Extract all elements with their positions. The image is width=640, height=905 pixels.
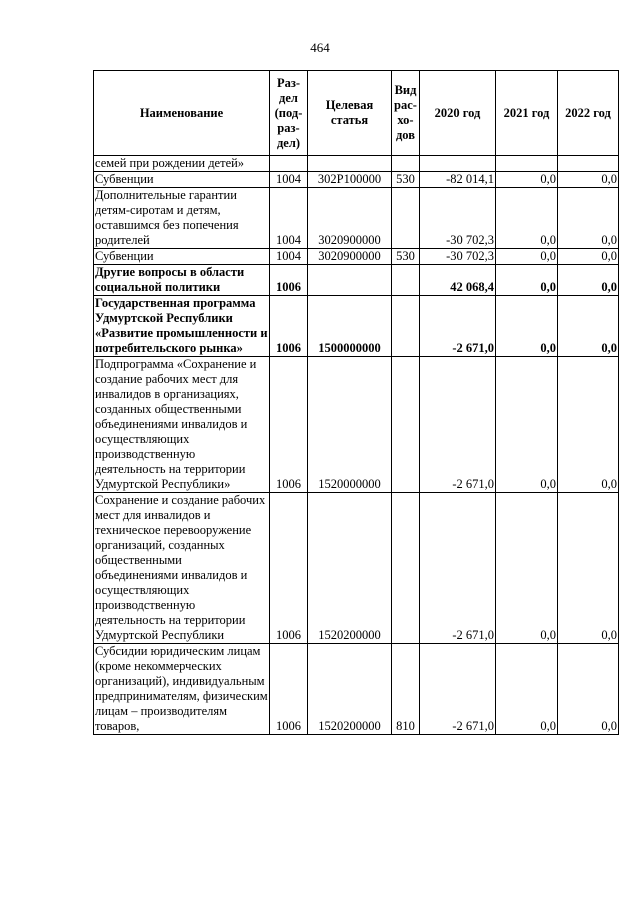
cell-name: Другие вопросы в области социальной политики	[94, 265, 270, 296]
cell-2022: 0,0	[558, 644, 619, 735]
header-section	[270, 71, 308, 156]
cell-2021: 0,0	[496, 296, 558, 357]
table-row	[94, 249, 619, 265]
cell-target	[308, 265, 392, 296]
cell-2022: 0,0	[558, 265, 619, 296]
cell-name: Государственная программа Удмуртской Республики «Развитие промышленности и потребительского рынка»	[95, 296, 268, 355]
cell-2022: 0,0	[558, 172, 619, 188]
cell-2021: 0,0	[496, 265, 558, 296]
table-row	[94, 265, 619, 296]
cell-2022: 0,0	[558, 249, 619, 265]
table-row	[94, 156, 619, 172]
cell-target: 1520200000	[308, 644, 392, 735]
cell-2020: -2 671,0	[420, 296, 496, 357]
cell-target: 1520200000	[308, 493, 392, 644]
cell-kind	[392, 188, 420, 249]
table-row	[94, 188, 619, 249]
table-row	[94, 493, 619, 644]
header-kind-label: Вид рас- хо- дов	[394, 83, 417, 142]
cell-2022: 0,0	[558, 188, 619, 249]
cell-2020: -2 671,0	[420, 644, 496, 735]
cell-target	[308, 156, 392, 172]
cell-kind: 810	[392, 644, 420, 735]
cell-section: 1006	[270, 493, 308, 644]
header-kind	[392, 71, 420, 156]
cell-name: Подпрограмма «Сохранение и создание рабочих мест для инвалидов в организациях, созданных общественными объединениями инвалидов и осуществляющих производственную деятельность на территории Удмуртской Республики»	[94, 357, 270, 493]
cell-2022	[558, 156, 619, 172]
header-2022: 2022 год	[558, 71, 619, 156]
cell-2021	[496, 156, 558, 172]
header-row	[94, 71, 619, 156]
cell-2021: 0,0	[496, 172, 558, 188]
cell-section: 1004	[270, 249, 308, 265]
cell-2020: -30 702,3	[420, 249, 496, 265]
cell-2022: 0,0	[558, 357, 619, 493]
cell-name: Дополнительные гарантии детям-сиротам и детям, оставшимся без попечения родителей	[94, 188, 270, 249]
table-row	[94, 296, 619, 357]
cell-2021: 0,0	[496, 357, 558, 493]
cell-target: 302Р100000	[308, 172, 392, 188]
cell-kind	[392, 493, 420, 644]
cell-2021: 0,0	[496, 188, 558, 249]
header-section-label: Раз- дел (под- раз- дел)	[274, 75, 303, 150]
header-target-label: Целевая статья	[325, 98, 374, 127]
cell-target: 3020900000	[308, 188, 392, 249]
cell-2021: 0,0	[496, 644, 558, 735]
cell-2020: -2 671,0	[420, 493, 496, 644]
cell-name: семей при рождении детей»	[94, 156, 270, 172]
header-2020: 2020 год	[420, 71, 496, 156]
cell-target: 3020900000	[308, 249, 392, 265]
cell-2020: -2 671,0	[420, 357, 496, 493]
cell-name: Сохранение и создание рабочих мест для инвалидов и техническое перевооружение организаций, созданных общественными объединениями инвалидов и осуществляющих производственную деятельность на территории Удмуртской Республики	[94, 493, 270, 644]
budget-table	[93, 70, 619, 735]
cell-2021: 0,0	[496, 493, 558, 644]
cell-section: 1006	[270, 644, 308, 735]
cell-target: 1520000000	[308, 357, 392, 493]
cell-kind	[392, 265, 420, 296]
header-2021: 2021 год	[496, 71, 558, 156]
table-row	[94, 172, 619, 188]
cell-target: 1500000000	[308, 296, 392, 357]
cell-section: 1006	[270, 265, 308, 296]
header-name: Наименование	[94, 71, 270, 156]
cell-name: Субвенции	[94, 249, 270, 265]
cell-section: 1006	[270, 296, 308, 357]
table-row	[94, 644, 619, 735]
cell-2020	[420, 156, 496, 172]
cell-kind	[392, 156, 420, 172]
cell-kind: 530	[392, 249, 420, 265]
page-number: 464	[310, 40, 330, 55]
cell-name: Субвенции	[94, 172, 270, 188]
cell-section: 1004	[270, 172, 308, 188]
cell-2020: -30 702,3	[420, 188, 496, 249]
cell-2022: 0,0	[558, 493, 619, 644]
cell-kind	[392, 296, 420, 357]
cell-2022: 0,0	[558, 296, 619, 357]
table-row	[94, 357, 619, 493]
cell-2020: 42 068,4	[420, 265, 496, 296]
cell-section: 1004	[270, 188, 308, 249]
cell-2020: -82 014,1	[420, 172, 496, 188]
header-target	[308, 71, 392, 156]
cell-section: 1006	[270, 357, 308, 493]
cell-section	[270, 156, 308, 172]
cell-2021: 0,0	[496, 249, 558, 265]
cell-kind	[392, 357, 420, 493]
cell-kind: 530	[392, 172, 420, 188]
cell-name: Субсидии юридическим лицам (кроме некоммерческих организаций), индивидуальным предпринимателям, физическим лицам – производителям товаров,	[95, 644, 268, 733]
